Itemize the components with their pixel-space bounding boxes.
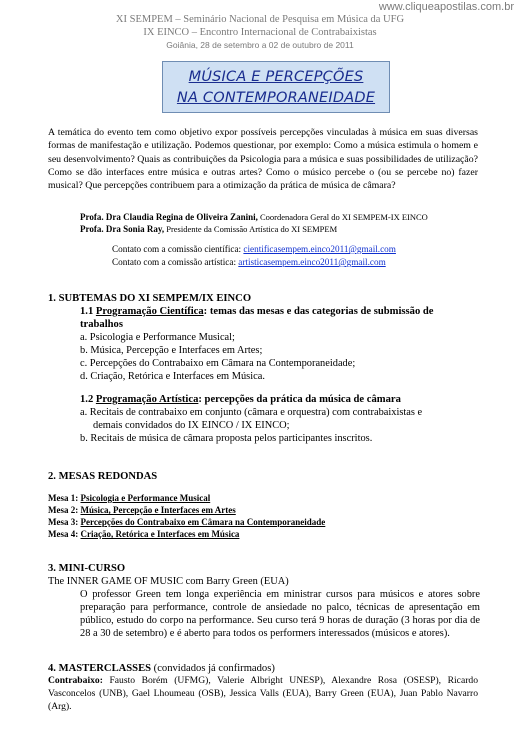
section-1-1-prefix: 1.1 [80,306,96,317]
section-1-1-heading-cont: trabalhos [80,319,123,330]
title-line-1: MÚSICA E PERCEPÇÕES [188,69,364,85]
list-item: a. Psicologia e Performance Musical; [80,332,235,343]
mesa-2 [48,505,236,517]
mesa-1 [48,493,210,505]
masterclasses-label: Contrabaixo: [48,675,103,686]
section-1-1-rest: : temas das mesas e das categorias de submissão de [203,306,434,317]
list-item: b. Música, Percepção e Interfaces em Artes; [80,345,263,356]
header-line-3: Goiânia, 28 de setembro a 02 de outubro de 2011 [166,40,354,50]
mesa-4 [48,529,239,541]
list-item: a. Recitais de contrabaixo em conjunto (câmara e orquestra) com contrabaixistas e [80,407,423,418]
title-box [162,61,390,113]
professor-2 [80,223,337,235]
section-1-2-underlined: Programação Artística [95,394,199,405]
mesa-4-topic: Criação, Retórica e Interfaces em Música [80,529,240,539]
section-4-title [48,662,275,675]
contact-scientific-label: Contato com a comissão científica: [112,244,244,254]
section-3-title: 3. MINI-CURSO [48,563,126,574]
mini-course-text: O professor Green tem longa experiência em ministrar cursos para músicos e atores sobre preparação para performance, controle de ansiedade no palco, técnicas de apresentação em público, estudo do corpo na performance. Seu curso terá 9 horas de duração (3 horas por dia de 28 a 30 de setembro) e é aberto para todos os performers interessados (músicos e atores). [80,589,480,639]
section-1-2-prefix: 1.2 [80,394,96,405]
professor-1 [80,211,428,223]
section-1-1-underlined: Programação Científica [95,306,204,317]
header-line-2: IX EINCO – Encontro Internacional de Contrabaixistas [143,27,377,38]
mesa-3 [48,517,325,529]
professor-1-name: Profa. Dra Claudia Regina de Oliveira Zanini, [80,212,258,222]
section-4-title-main: 4. MASTERCLASSES [48,663,152,674]
contact-scientific-email-link[interactable]: cientificasempem.einco2011@gmail.com [243,244,396,254]
section-1-2-heading [80,393,401,406]
section-1-title: 1. SUBTEMAS DO XI SEMPEM/IX EINCO [48,293,252,304]
mesa-1-label: Mesa 1: [48,493,81,503]
mesa-3-label: Mesa 3: [48,517,81,527]
contact-artistic [112,256,386,269]
section-1-2-rest: : percepções da prática da música de câmara [198,394,401,405]
mesa-2-topic: Música, Percepção e Interfaces em Artes [80,505,236,515]
intro-paragraph: A temática do evento tem como objetivo expor possíveis percepções vinculadas à música em suas diversas formas de manifestação e utilização. Podemos questionar, por exemplo: Como a música estimula o homem e seu desenvolvimento? Quais as contribuições da Psicologia para a música e suas possibilidades de utilização? Como se dão interfaces entre música e outras artes? Como o músico percebe o (ou se percebe no) fazer musical? Que percepções contribuem para a otimização da prática de música de câmara? [48,127,478,192]
mini-course-subtitle: The INNER GAME OF MUSIC com Barry Green (EUA) [48,576,289,587]
list-item: d. Criação, Retórica e Interfaces em Música. [80,371,265,382]
mesa-3-topic: Percepções do Contrabaixo em Câmara na Contemporaneidade [80,517,326,527]
section-1-1-heading [80,305,434,318]
contact-artistic-label: Contato com a comissão artística: [112,257,239,267]
contact-artistic-email-link[interactable]: artisticasempem.einco2011@gmail.com [238,257,386,267]
list-item: c. Percepções do Contrabaixo em Câmara na Contemporaneidade; [80,358,356,369]
mesa-4-label: Mesa 4: [48,529,81,539]
header-line-1: XI SEMPEM – Seminário Nacional de Pesquisa em Música da UFG [115,14,405,25]
list-item: b. Recitais de música de câmara proposta pelos participantes inscritos. [80,433,373,444]
professor-1-role: Coordenadora Geral do XI SEMPEM-IX EINCO [257,212,428,222]
watermark: www.cliqueapostilas.com.br [378,1,514,13]
contact-scientific [112,243,396,256]
mesa-1-topic: Psicologia e Performance Musical [80,493,211,503]
section-4-title-rest: (convidados já confirmados) [151,663,275,674]
masterclasses-paragraph [48,675,478,713]
professor-2-role: Presidente da Comissão Artística do XI SEMPEM [164,224,338,234]
section-2-title: 2. MESAS REDONDAS [48,471,158,482]
title-line-2: NA CONTEMPORANEIDADE [176,90,376,106]
professor-2-name: Profa. Dra Sonia Ray, [80,224,165,234]
list-item: demais convidados do IX EINCO / IX EINCO; [93,420,290,431]
mesa-2-label: Mesa 2: [48,505,81,515]
masterclasses-text: Fausto Borém (UFMG), Valerie Albright UNESP), Alexandre Rosa (OSESP), Ricardo Vasconcelos (UNB), Gael Lhoumeau (OSB), Jessica Valls (EUA), Barry Green (EUA), Juan Pablo Navarro (Arg). [48,675,478,712]
